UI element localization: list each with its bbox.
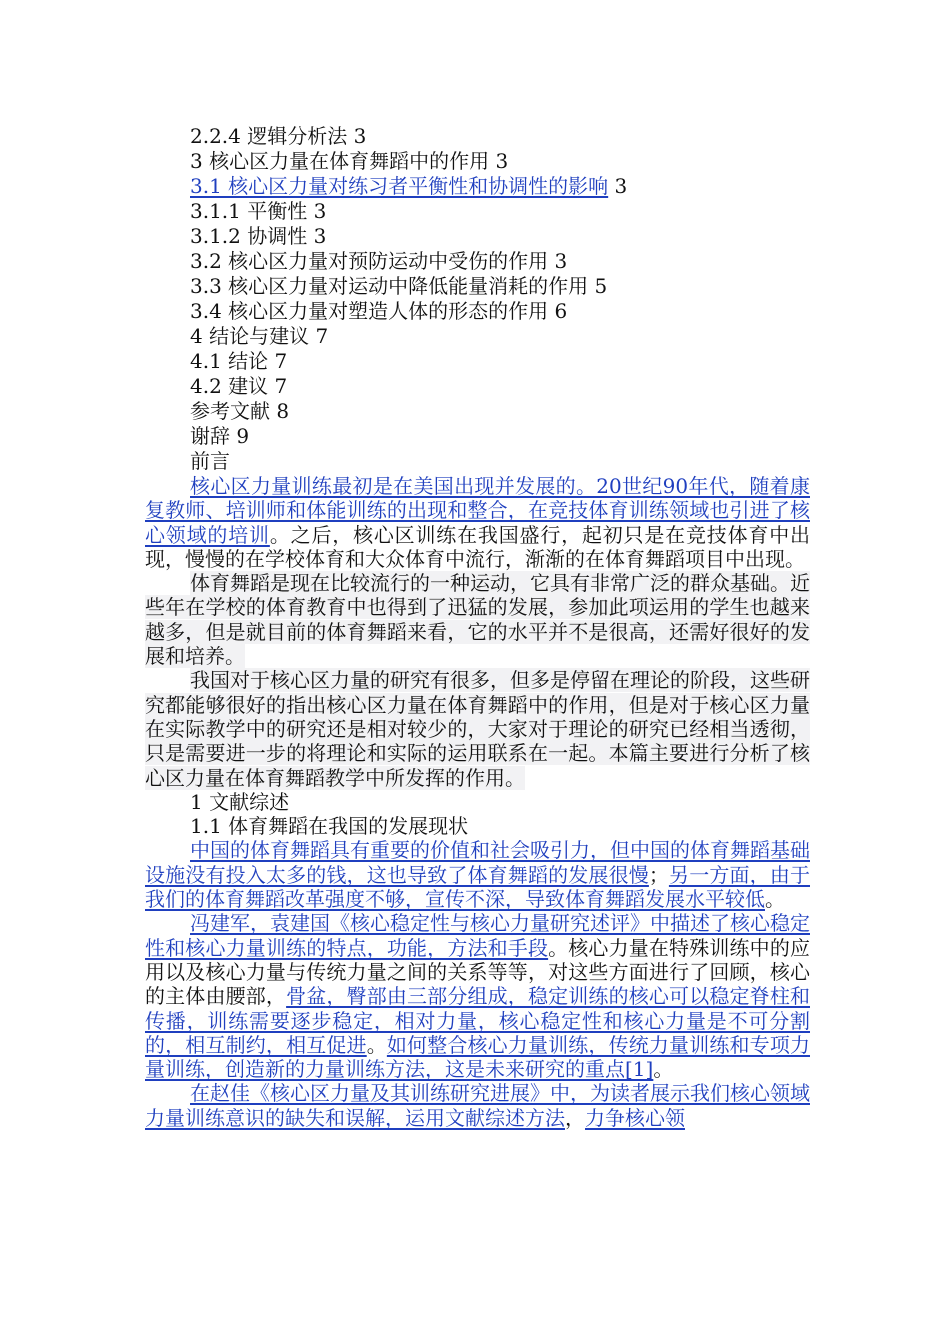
toc-entry: 2.2.4 逻辑分析法 3 xyxy=(190,124,367,148)
toc-entry: 3.2 核心区力量对预防运动中受伤的作用 3 xyxy=(190,249,568,273)
toc-entry: 4.2 建议 7 xyxy=(190,374,288,398)
preface-heading: 前言 xyxy=(190,449,230,473)
paragraph-review-2 xyxy=(145,911,810,1081)
subsection-heading: 1.1 体育舞蹈在我国的发展现状 xyxy=(190,814,469,839)
paragraph-preface-1 xyxy=(145,474,810,571)
document-body xyxy=(145,474,810,1130)
toc-entry: 3.1.2 协调性 3 xyxy=(190,224,327,248)
hyperlink[interactable]: 中国的体育舞蹈具有重要的价值和社会吸引力，但中国的体育舞蹈基础设施没有投入太多的钱，这也导致了体育舞蹈的发展很慢 xyxy=(145,838,810,887)
paragraph-text: 我国对于核心区力量的研究有很多，但多是停留在理论的阶段，这些研究都能够很好的指出核心区力量在体育舞蹈中的作用，但是对于核心区力量在实际教学中的研究还是相对较少的，大家对于理论的研究已经相当透彻，只是需要进一步的将理论和实际的运用联系在一起。本篇主要进行分析了核心区力量在体育舞蹈教学中所发挥的作用。 xyxy=(145,668,810,790)
toc-entry: 4.1 结论 7 xyxy=(190,349,288,373)
hyperlink[interactable]: 冯建军，袁建国《核心稳定性与核心力量研究述评》中描述了核心稳定性和核心力量训练的特点，功能，方法和手段 xyxy=(145,911,810,960)
hyperlink[interactable]: 另一方面，由于我们的体育舞蹈改革强度不够，宣传不深，导致体育舞蹈发展水平较低 xyxy=(145,862,810,912)
paragraph-text: 。 xyxy=(653,1057,674,1082)
paragraph-text: 。 xyxy=(366,1032,387,1057)
toc-entry: 参考文献 8 xyxy=(190,399,290,423)
hyperlink[interactable]: 在赵佳《核心区力量及其训练研究进展》中，为读者展示我们核心领域力量训练意识的缺失和误解，运用文献综述方法 xyxy=(145,1081,810,1130)
hyperlink[interactable]: 力争核心领 xyxy=(585,1105,685,1130)
toc-entry xyxy=(190,174,627,199)
paragraph-text: 体育舞蹈是现在比较流行的一种运动，它具有非常广泛的群众基础。近些年在学校的体育教育中也得到了迅猛的发展，参加此项运用的学生也越来越多，但是就目前的体育舞蹈来看，它的水平并不是很高，还需好很好的发展和培养。 xyxy=(145,571,810,669)
paragraph-text: 。核心力量在特殊训练中的应用以及核心力量与传统力量之间的关系等等，对这些方面进行了回顾，核心的主体由腰部， xyxy=(145,935,810,1009)
hyperlink[interactable]: 核心区力量训练最初是在美国出现并发展的。20世纪90年代，随着康复教师、培训师和体能训练的出现和整合，在竞技体育训练领域也引进了核心领域的培训 xyxy=(145,474,810,547)
hyperlink[interactable]: 如何整合核心力量训练，传统力量训练和专项力量训练，创造新的力量训练方法，这是未来研究的重点[1] xyxy=(145,1032,810,1082)
paragraph-preface-3 xyxy=(145,668,810,789)
toc-entry: 谢辞 9 xyxy=(190,424,250,448)
paragraph-text: ； xyxy=(648,862,669,887)
toc-entry: 3.1.1 平衡性 3 xyxy=(190,199,327,223)
section-heading: 1 文献综述 xyxy=(190,789,290,814)
paragraph-preface-2 xyxy=(145,571,810,668)
paragraph-review-3 xyxy=(145,1081,810,1130)
hyperlink[interactable]: 骨盆，臀部由三部分组成，稳定训练的核心可以稳定脊柱和传播，训练需要逐步稳定，相对力量，核心稳定性和核心力量是不可分割的，相互制约，相互促进 xyxy=(145,984,810,1057)
toc-entry: 3 核心区力量在体育舞蹈中的作用 3 xyxy=(190,149,509,173)
paragraph-text: ， xyxy=(565,1105,585,1130)
toc-entry: 3.4 核心区力量对塑造人体的形态的作用 6 xyxy=(190,299,568,323)
paragraph-text: 。之后，核心区训练在我国盛行，起初只是在竞技体育中出现，慢慢的在学校体育和大众体育中流行，渐渐的在体育舞蹈项目中出现。 xyxy=(145,522,811,571)
toc-entry: 3.3 核心区力量对运动中降低能量消耗的作用 5 xyxy=(190,274,608,298)
paragraph-review-1 xyxy=(145,838,810,911)
paragraph-text: 。 xyxy=(765,887,785,912)
toc-entry: 4 结论与建议 7 xyxy=(190,324,329,348)
toc-page-number: 3 xyxy=(608,174,628,198)
toc-link[interactable]: 3.1 核心区力量对练习者平衡性和协调性的影响 xyxy=(190,174,609,198)
